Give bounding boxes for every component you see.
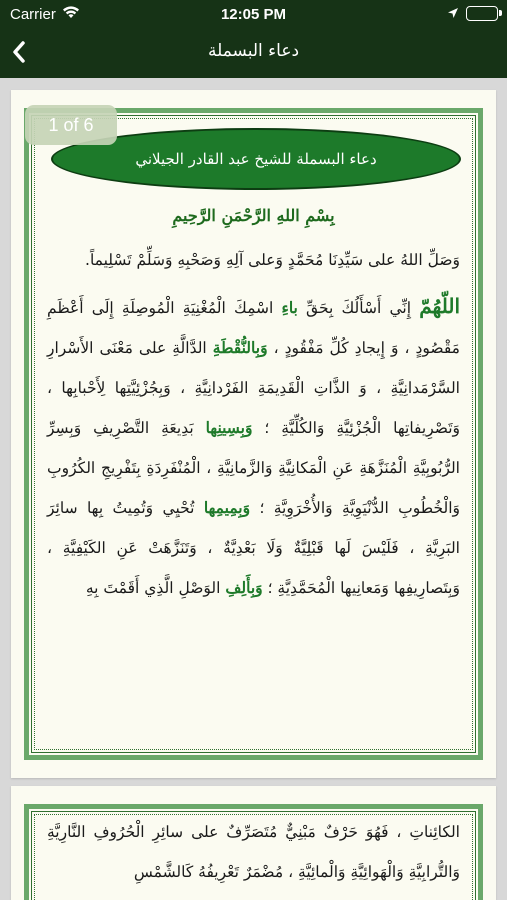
- status-bar: [0, 0, 507, 28]
- bismillah-line: بِسْمِ اللهِ الرَّحْمَنِ الرَّحِيمِ: [172, 206, 335, 225]
- prayer-heading: دعاء البسملة للشيخ عبد القادر الجيلاني: [135, 150, 377, 168]
- highlight-word: باءِ: [281, 298, 298, 317]
- prayer-text: [47, 240, 460, 614]
- text-span: الوَصْلِ الَّذِي أَقَمْتَ بِهِ: [85, 579, 226, 597]
- page-title: دعاء البسملة: [207, 41, 300, 61]
- page-card: [11, 90, 496, 778]
- clock-time: 12:05 PM: [220, 6, 287, 23]
- text-span: اسْمِكَ الْمُغْنِيَةِ الْمُوصِلَةِ إِلَى أَعْظَمِ مَقْصُودٍ ، وَ إِيجادِ كُلِّ مَفْقُودٍ ،: [47, 299, 460, 357]
- page-card: [11, 786, 496, 900]
- highlight-word: وَبِمِيمِها: [203, 498, 251, 517]
- text-span: بَدِيعَةِ التَّصْرِيفِ وَبِسِرِّ الرُّبُوبِيَّةِ الْمُنَزَّهَةِ عَنِ الْمَكانِيَّةِ وَالزَّمانِيَّةِ ، الْمُنْفَرِدَةِ بِتَفْرِيجِ الكُرُوبِ وَالْخُطُوبِ الدُّنْيَوِيَّةِ وَالأُخْرَوِيَّةِ ؛: [47, 419, 460, 517]
- battery-icon: [466, 6, 498, 21]
- main-paragraph: [47, 286, 460, 608]
- highlight-word: وَبِأَلِفِ: [225, 578, 263, 597]
- reader-scroll-area[interactable]: [0, 78, 507, 900]
- salawat-paragraph: وَصَلِّ اللهُ على سَيِّدِنَا مُحَمَّدٍ وَعلى آلِهِ وَصَحْبِهِ وَسَلِّمْ تَسْلِيماً.: [85, 251, 460, 269]
- prayer-text-continued: الكائِناتِ ، فَهُوَ حَرْفٌ مَبْنِيٌّ مُتَصَرِّفٌ على سائِرِ الْحُرُوفِ النَّارِيَّةِ وَالتُّرابِيَّةِ وَالْهَوائِيَّةِ وَالْمائِيَّةِ ، مُضْمَرٌ تَعْرِيفُهُ كَالشَّمْسِ: [47, 823, 460, 881]
- highlight-word: اللّهُمّ: [419, 294, 461, 318]
- highlight-word: وَبِالنُّقْطَةِ: [212, 338, 268, 357]
- text-span: تُحْيِي وَتُمِيتُ بِها سائِرَ البَرِيَّةِ ، فَلَيْسَ لَها قَبْلِيَّةٌ وَلَا بَعْدِيَّةٌ ، وَتَنَزَّهَتْ عَنِ الكَيْفِيَّةِ ، وَبِتَصارِيفِها وَمَعانِيها الْمُحَمَّدِيَّةِ ؛: [47, 499, 460, 597]
- carrier-label: Carrier: [10, 6, 56, 23]
- location-icon: [447, 7, 459, 24]
- highlight-word: وَبِسِينِها: [205, 418, 253, 437]
- page-indicator-badge: 1 of 6: [25, 105, 117, 145]
- navigation-bar: [0, 28, 507, 78]
- text-span: الدَّالَّةِ على مَعْنَى الأَسْرارِ السَّرْمَدانِيَّةِ ، وَ الذَّاتِ الْقَدِيمَةِ الفَرْدانِيَّةِ ، وَبِجُزْئِيَّتِها لِأَحْبابِها ، وَتَصْرِيفاتِها الْجُزْئِيَّةِ وَالكُلِّيَّةِ ؛: [47, 339, 460, 437]
- text-span: إِنِّي أَسْأَلُكَ بِحَقِّ: [297, 299, 420, 317]
